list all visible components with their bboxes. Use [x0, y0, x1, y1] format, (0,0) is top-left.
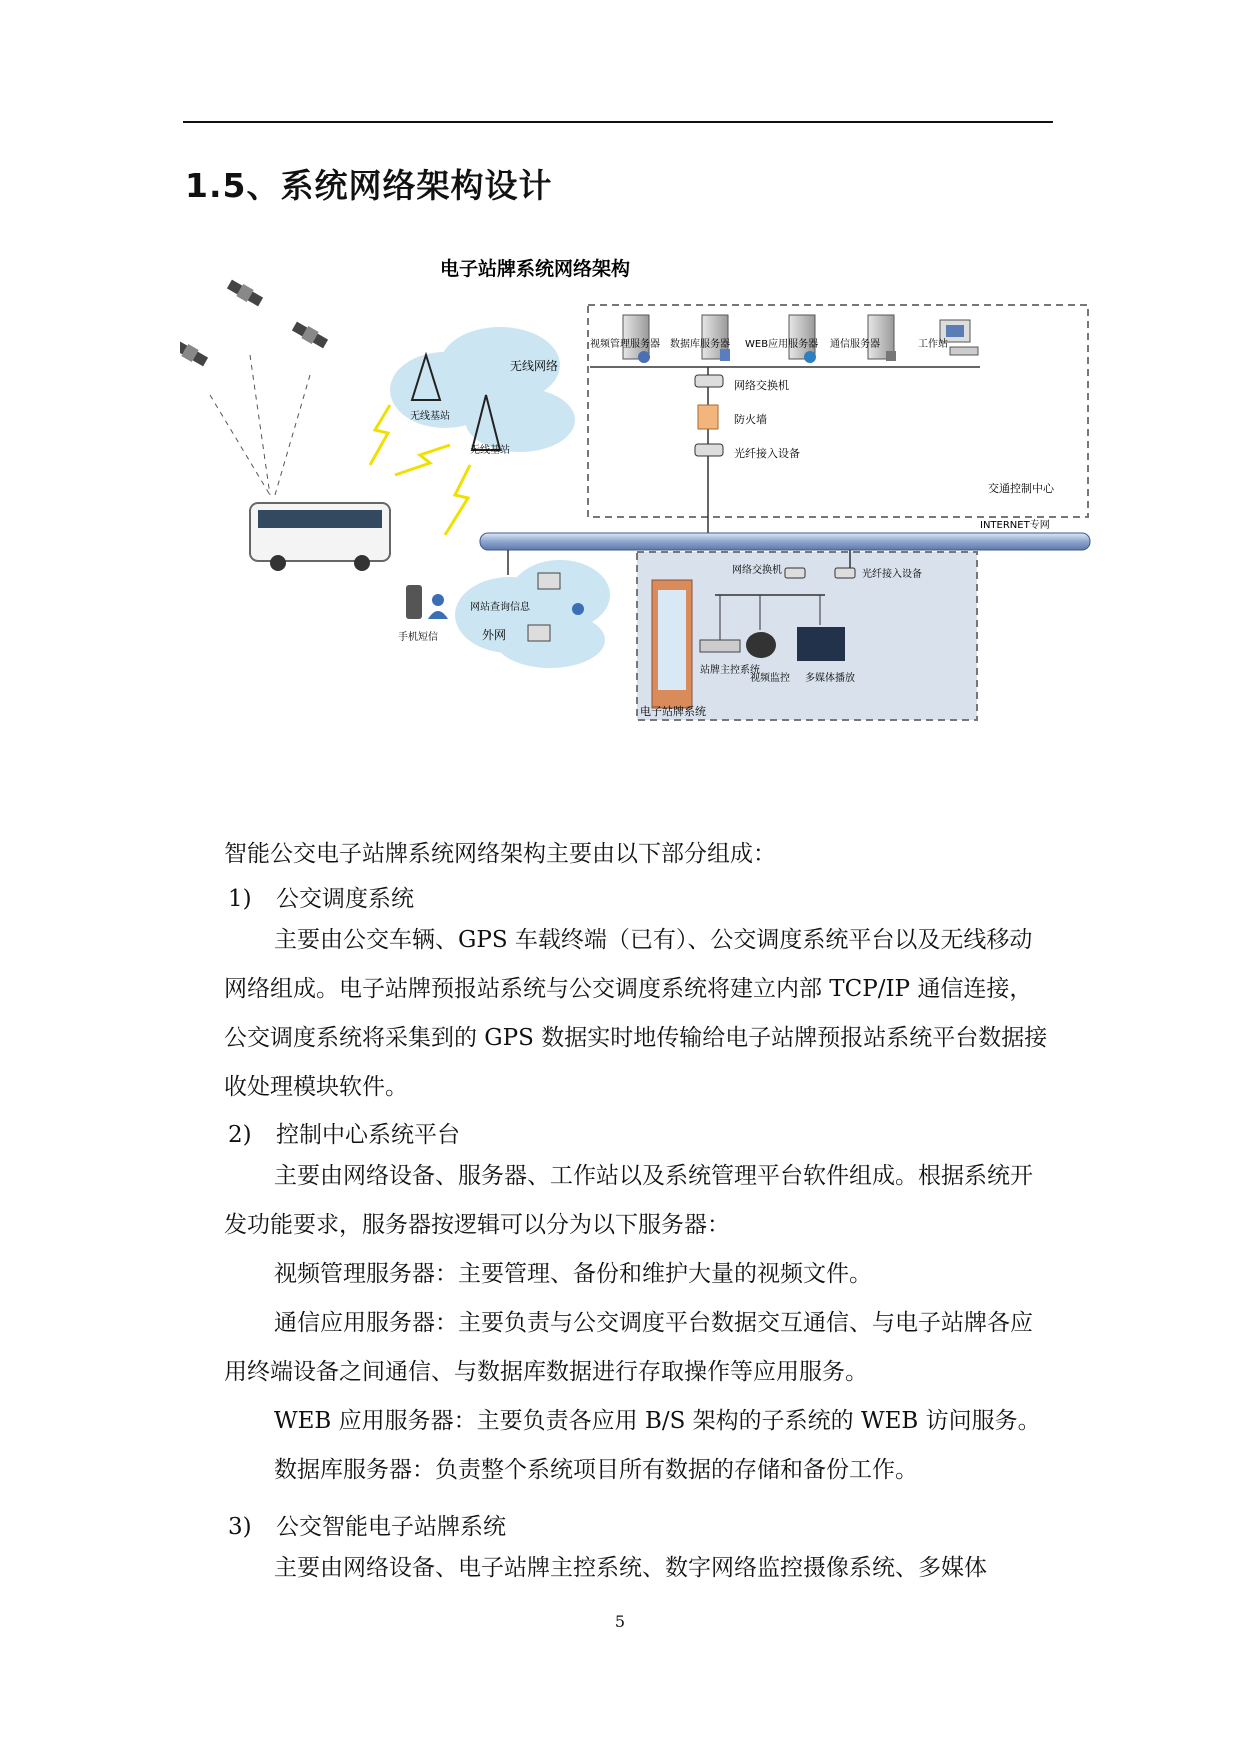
bus-stop-system-label: 电子站牌系统	[640, 705, 706, 718]
sub-device-camera: 视频监控	[750, 673, 790, 684]
gps-signal-line	[210, 395, 270, 495]
center-device-firewall: 防火墙	[734, 413, 767, 426]
server-label-communication: 通信服务器	[830, 339, 880, 350]
figure-title: 电子站牌系统网络架构	[440, 258, 631, 280]
server-desc-communication: 通信应用服务器：主要负责与公交调度平台数据交互通信、与电子站牌各应用终端设备之间通信、与数据库数据进行存取操作等应用服务。	[224, 1310, 1033, 1385]
sub-device-multimedia: 多媒体播放	[805, 673, 855, 684]
server-desc-video: 视频管理服务器：主要管理、备份和维护大量的视频文件。	[274, 1261, 872, 1287]
network-architecture-figure	[180, 245, 1100, 810]
center-device-fiber: 光纤接入设备	[734, 447, 800, 460]
wireless-network-label: 无线网络	[510, 359, 559, 373]
section-3-body: 主要由网络设备、电子站牌主控系统、数字网络监控摄像系统、多媒体	[274, 1555, 987, 1581]
server-desc-web: WEB 应用服务器：主要负责各应用 B/S 架构的子系统的 WEB 访问服务。	[274, 1408, 1041, 1434]
mobile-phone-icon	[406, 585, 422, 619]
server-desc-database: 数据库服务器：负责整个系统项目所有数据的存储和备份工作。	[274, 1457, 918, 1483]
camera-icon	[746, 632, 776, 658]
sub-fiber-label: 光纤接入设备	[862, 569, 922, 580]
intro-text: 智能公交电子站牌系统网络架构主要由以下部分组成：	[224, 841, 776, 867]
sub-switch-label: 网络交换机	[732, 565, 782, 576]
user-icon	[428, 594, 448, 619]
server-label-workstation: 工作站	[918, 339, 948, 350]
center-device-switch: 网络交换机	[734, 379, 789, 392]
switch-icon	[695, 375, 723, 387]
control-center-label: 交通控制中心	[988, 482, 1054, 495]
wireless-signal-bolt	[370, 405, 390, 465]
section-3-heading	[228, 1508, 506, 1541]
server-label-database: 数据库服务器	[670, 339, 730, 350]
section-3-number: 3)	[228, 1514, 252, 1540]
section-1-number: 1)	[228, 886, 252, 912]
section-2-body: 主要由网络设备、服务器、工作站以及系统管理平台软件组成。根据系统开发功能要求，服务器按逻辑可以分为以下服务器：	[224, 1163, 1033, 1238]
internet-backbone	[480, 533, 1090, 550]
wireless-cloud	[390, 327, 575, 452]
wireless-signal-bolt	[445, 465, 470, 535]
section-1-title: 公交调度系统	[276, 886, 414, 912]
satellite-icon	[226, 278, 264, 308]
sub-fiber-icon	[835, 568, 855, 578]
satellite-icon	[291, 320, 329, 350]
multimedia-display-icon	[797, 627, 845, 661]
header-rule	[183, 121, 1053, 123]
internet-label: INTERNET专网	[980, 520, 1050, 531]
page-number: 5	[614, 1612, 626, 1631]
database-server-icon	[702, 315, 730, 361]
communication-server-icon	[868, 315, 896, 361]
section-2-heading	[228, 1116, 460, 1149]
base-station-label-1: 无线基站	[410, 411, 450, 422]
sub-device-controller: 站牌主控系统	[700, 665, 760, 676]
section-heading: 1.5、系统网络架构设计	[185, 166, 553, 205]
bus-stop-sign-icon	[652, 580, 692, 708]
section-1-heading	[228, 880, 414, 913]
wireless-signal-bolt	[395, 445, 450, 475]
section-2-title: 控制中心系统平台	[276, 1122, 460, 1148]
gps-signal-line	[275, 375, 310, 495]
computer-icon	[538, 573, 560, 589]
base-station-label-2: 无线基站	[470, 445, 510, 456]
gps-signal-line	[250, 355, 270, 495]
sub-switch-icon	[785, 568, 805, 578]
computer-icon	[528, 625, 550, 641]
section-3-title: 公交智能电子站牌系统	[276, 1514, 506, 1540]
fiber-access-icon	[695, 444, 723, 456]
extranet-label: 外网	[482, 628, 507, 642]
bus-icon	[250, 503, 390, 571]
web-query-label: 网站查询信息	[470, 602, 530, 613]
main-controller-icon	[700, 640, 740, 652]
satellite-icon	[180, 338, 209, 368]
section-1-body: 主要由公交车辆、GPS 车载终端（已有）、公交调度系统平台以及无线移动网络组成。电子站牌预报站系统与公交调度系统将建立内部 TCP/IP 通信连接，公交调度系统将采集到的 GPS 数据实时地传输给电子站牌预报站系统平台数据接收处理模块软件。	[224, 927, 1048, 1100]
phone-sms-label: 手机短信	[398, 632, 438, 643]
extranet-cloud	[455, 560, 610, 668]
network-diagram	[180, 245, 1100, 810]
firewall-icon	[698, 405, 718, 429]
user-icon	[572, 603, 584, 615]
server-label-web: WEB应用服务器	[745, 339, 819, 350]
server-label-video: 视频管理服务器	[590, 339, 660, 350]
section-2-number: 2)	[228, 1122, 252, 1148]
